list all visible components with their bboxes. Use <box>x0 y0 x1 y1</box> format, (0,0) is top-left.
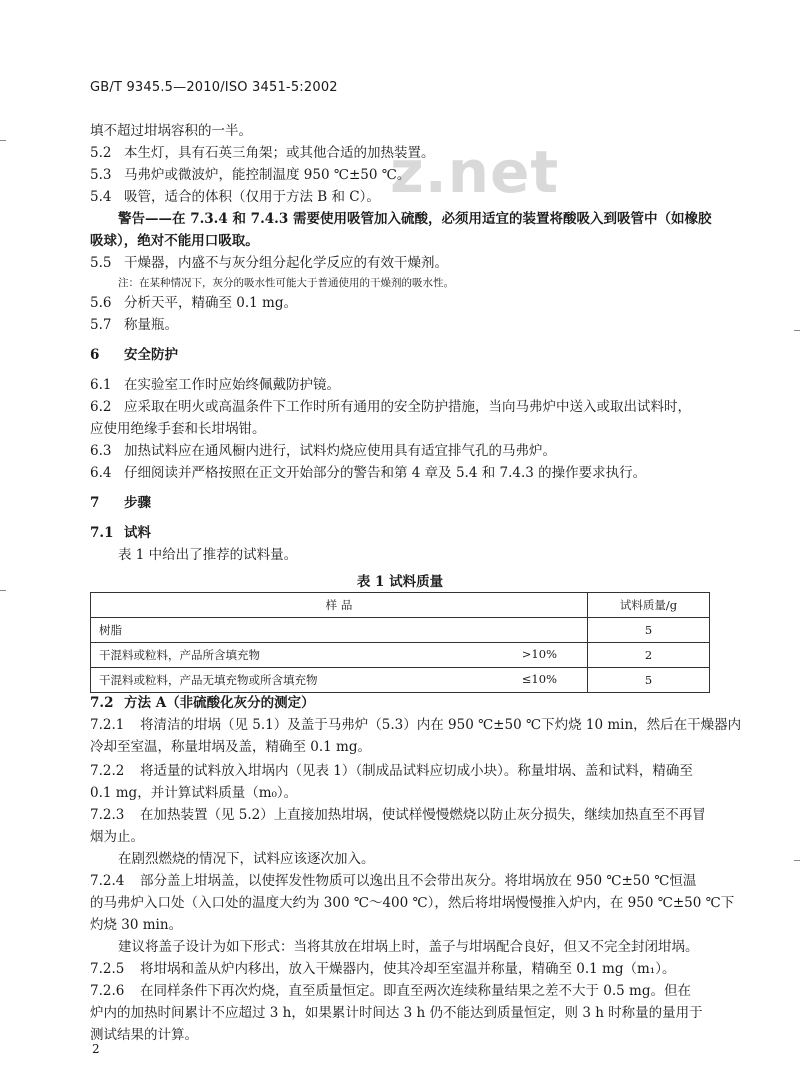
clause-7-2-4 <box>90 872 696 890</box>
warning-line: 警告——在 7.3.4 和 7.4.3 需要使用吸管加入硫酸，必须用适宜的装置将酸吸入到吸管中（如橡胶 <box>118 211 712 227</box>
clause-7-2-2 <box>90 762 693 780</box>
section-number: 7 <box>90 495 100 511</box>
clause-7-2-1 <box>90 716 741 734</box>
clause-number: 5.2 <box>90 145 112 161</box>
table-header-row <box>91 593 710 618</box>
clause-number: 7.2.3 <box>90 807 125 823</box>
note: 注：在某种情况下，灰分的吸水性可能大于普通使用的干燥剂的吸水性。 <box>118 277 454 289</box>
clause-text: 分析天平，精确至 0.1 mg。 <box>124 295 297 311</box>
text-line: 0.1 mg，并计算试料质量（m₀）。 <box>90 785 298 801</box>
clause-6-3 <box>90 442 556 460</box>
clause-5-2 <box>90 144 435 162</box>
scan-mark <box>0 140 6 141</box>
clause-number: 7.2 <box>90 695 114 711</box>
section-6-heading <box>90 346 178 364</box>
clause-text: 将适量的试料放入坩埚内（见表 1）（制成品试料应切成小块）。称量坩埚、盖和试料，精确至 <box>140 763 693 779</box>
clause-text: 在实验室工作时应始终佩戴防护镜。 <box>124 377 340 393</box>
clause-text: 马弗炉或微波炉，能控制温度 950 ℃±50 ℃。 <box>124 167 411 183</box>
table-row <box>91 643 710 668</box>
sample-cell <box>91 618 588 643</box>
standard-header: GB/T 9345.5—2010/ISO 3451-5:2002 <box>90 80 338 95</box>
clause-number: 7.2.4 <box>90 873 125 889</box>
text-line: 填不超过坩埚容积的一半。 <box>90 123 252 139</box>
clause-6-4 <box>90 464 646 482</box>
clause-text: 将坩埚和盖从炉内移出，放入干燥器内，使其冷却至室温并称量，精确至 0.1 mg（m₁）。 <box>140 961 676 977</box>
sample-name: 树脂 <box>99 623 122 637</box>
clause-number: 5.6 <box>90 295 112 311</box>
clause-number: 7.2.6 <box>90 983 125 999</box>
text-line: 的马弗炉入口处（入口处的温度大约为 300 ℃～400 ℃），然后将坩埚慢慢推入炉内，在 950 ℃±50 ℃下 <box>90 895 735 911</box>
clause-text: 本生灯，具有石英三角架；或其他合适的加热装置。 <box>124 145 435 161</box>
clause-7-1 <box>90 524 151 542</box>
clause-text: 在加热装置（见 5.2）上直接加热坩埚，使试样慢慢燃烧以防止灰分损失，继续加热直至不再冒 <box>140 807 706 823</box>
clause-text: 将清洁的坩埚（见 5.1）及盖于马弗炉（5.3）内在 950 ℃±50 ℃下灼烧 10 min，然后在干燥器内 <box>140 717 742 733</box>
section-title: 安全防护 <box>124 347 178 363</box>
text-line: 炉内的加热时间累计不应超过 3 h，如果累计时间达 3 h 仍不能达到质量恒定，则 3 h 时称量的量用于 <box>90 1005 703 1021</box>
clause-number: 7.2.2 <box>90 763 125 779</box>
clause-5-7 <box>90 316 178 334</box>
clause-7-2-3 <box>90 806 706 824</box>
section-number: 6 <box>90 347 100 363</box>
clause-7-2 <box>90 694 315 712</box>
mass-cell: 5 <box>588 668 710 693</box>
sample-mass-table <box>90 592 710 693</box>
section-7-heading <box>90 494 151 512</box>
text-line: 冷却至室温，称量坩埚及盖，精确至 0.1 mg。 <box>90 739 371 755</box>
scan-mark <box>794 860 800 861</box>
scan-mark <box>794 330 800 331</box>
clause-text: 干燥器，内盛不与灰分组分起化学反应的有效干燥剂。 <box>124 255 448 271</box>
table-caption: 表 1 试料质量 <box>356 574 444 590</box>
scan-mark <box>0 590 6 591</box>
clause-7-2-6 <box>90 982 691 1000</box>
mass-cell: 2 <box>588 643 710 668</box>
clause-7-2-5 <box>90 960 675 978</box>
clause-number: 6.2 <box>90 399 112 415</box>
text-line: 测试结果的计算。 <box>90 1027 198 1043</box>
table-row <box>91 618 710 643</box>
text-line: 烟为止。 <box>90 829 144 845</box>
text-line: 表 1 中给出了推荐的试料量。 <box>118 547 298 563</box>
sample-condition: >10% <box>521 647 557 661</box>
section-title: 步骤 <box>124 495 151 511</box>
clause-number: 7.1 <box>90 525 114 541</box>
warning-line: 吸球），绝对不能用口吸取。 <box>90 233 259 249</box>
clause-number: 6.3 <box>90 443 112 459</box>
clause-title: 方法 A（非硫酸化灰分的测定） <box>124 695 315 711</box>
clause-text: 加热试料应在通风橱内进行，试料灼烧应使用具有适宜排气孔的马弗炉。 <box>124 443 556 459</box>
column-header-sample: 样 品 <box>91 593 588 618</box>
clause-5-3 <box>90 166 410 184</box>
clause-5-4 <box>90 188 380 206</box>
clause-6-1 <box>90 376 340 394</box>
sample-cell <box>91 668 588 693</box>
page-number: 2 <box>92 1042 100 1056</box>
text-line: 应使用绝缘手套和长坩埚钳。 <box>90 421 266 437</box>
clause-number: 5.3 <box>90 167 112 183</box>
clause-text: 仔细阅读并严格按照在正文开始部分的警告和第 4 章及 5.4 和 7.4.3 的操作要求执行。 <box>124 465 647 481</box>
sample-name: 干混料或粒料，产品所含填充物 <box>99 648 260 662</box>
column-header-mass: 试料质量/g <box>588 593 710 618</box>
clause-text: 在同样条件下再次灼烧，直至质量恒定。即直至两次连续称量结果之差不大于 0.5 mg。但在 <box>140 983 691 999</box>
sample-name: 干混料或粒料，产品无填充物或所含填充物 <box>99 673 318 687</box>
sample-cell <box>91 643 588 668</box>
clause-number: 7.2.1 <box>90 717 125 733</box>
watermark: z.net <box>390 138 560 206</box>
clause-6-2 <box>90 398 691 416</box>
clause-text: 应采取在明火或高温条件下工作时所有通用的安全防护措施，当向马弗炉中送入或取出试料时， <box>124 399 691 415</box>
clause-number: 6.1 <box>90 377 112 393</box>
clause-text: 部分盖上坩埚盖，以使挥发性物质可以逸出且不会带出灰分。将坩埚放在 950 ℃±50 ℃恒温 <box>140 873 697 889</box>
mass-cell: 5 <box>588 618 710 643</box>
clause-number: 5.7 <box>90 317 112 333</box>
clause-text: 称量瓶。 <box>124 317 178 333</box>
clause-5-5 <box>90 254 448 272</box>
clause-number: 5.5 <box>90 255 112 271</box>
text-line: 灼烧 30 min。 <box>90 917 183 933</box>
text-line: 建议将盖子设计为如下形式：当将其放在坩埚上时，盖子与坩埚配合良好，但又不完全封闭坩埚。 <box>118 939 699 955</box>
clause-number: 5.4 <box>90 189 112 205</box>
text-line: 在剧烈燃烧的情况下，试料应该逐次加入。 <box>118 851 375 867</box>
clause-number: 6.4 <box>90 465 112 481</box>
clause-text: 吸管，适合的体积（仅用于方法 B 和 C）。 <box>124 189 380 205</box>
table-row <box>91 668 710 693</box>
clause-title: 试料 <box>124 525 151 541</box>
clause-number: 7.2.5 <box>90 961 125 977</box>
sample-condition: ≤10% <box>521 672 557 686</box>
clause-5-6 <box>90 294 297 312</box>
